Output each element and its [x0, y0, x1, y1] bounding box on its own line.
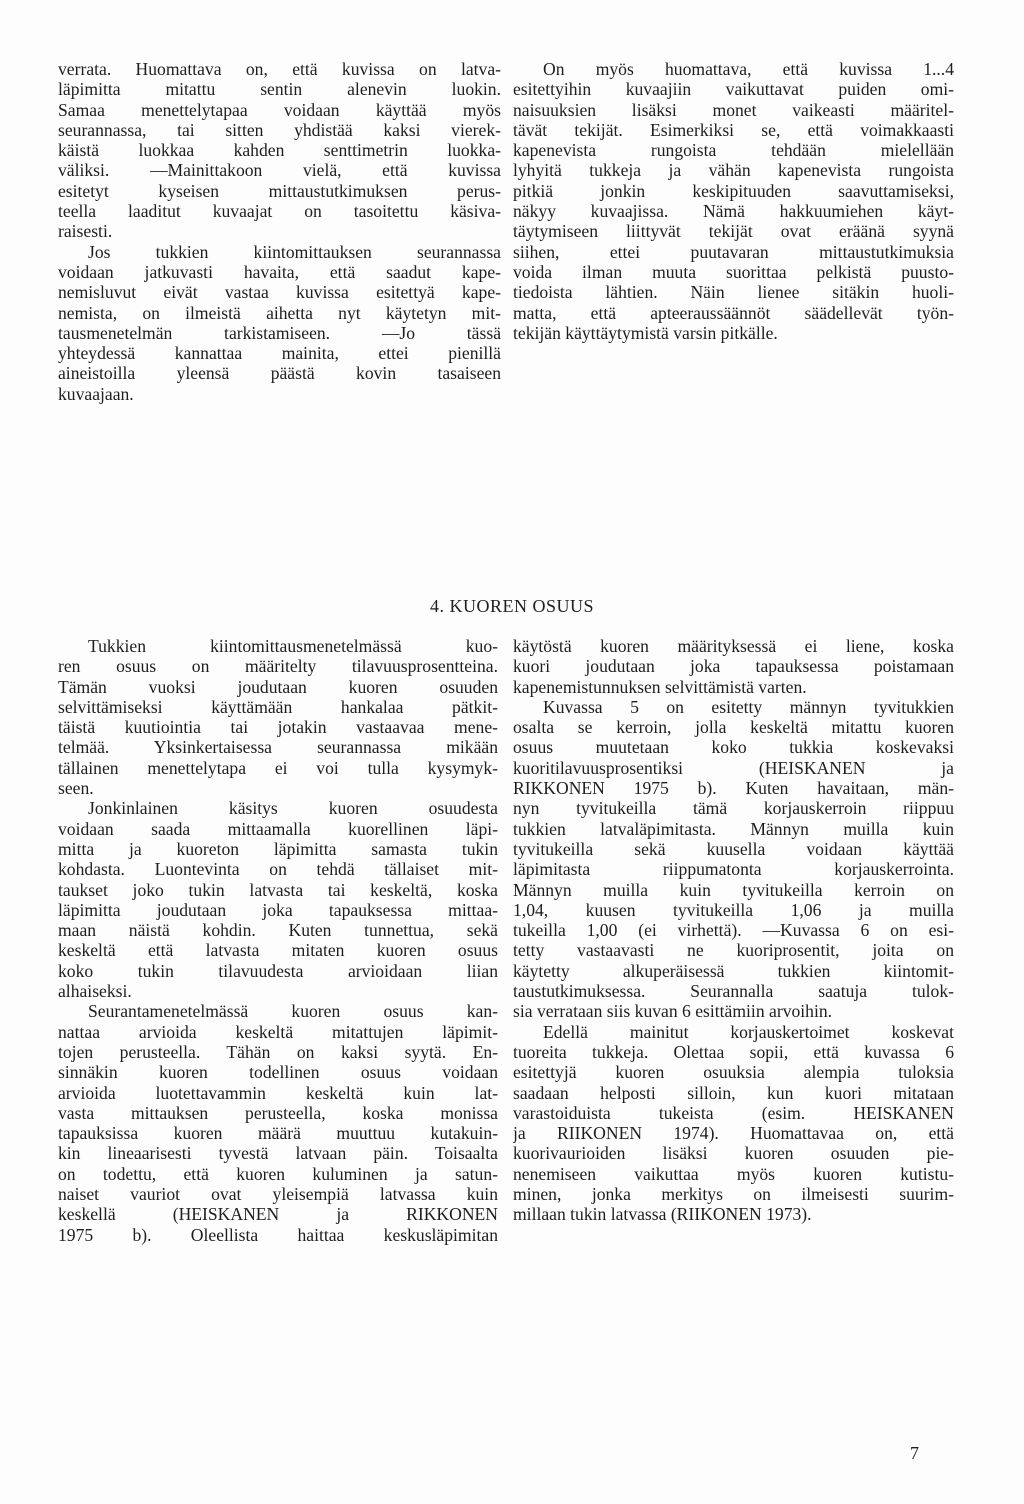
text-line: tyvitukeilla sekä kuusella voidaan käyttää — [513, 838, 954, 859]
text-line: käytetty alkuperäisessä tukkien kiintomit- — [513, 960, 954, 981]
column-bottom-right — [513, 636, 954, 1225]
text-line: mitta ja kuoreton läpimitta samasta tukin — [58, 838, 498, 859]
text-line: käistä luokkaa kahden senttimetrin luokka- — [58, 140, 501, 161]
text-line: 1,04, kuusen tyvitukeilla 1,06 ja muilla — [513, 899, 954, 920]
text-line: tuoreita tukkeja. Olettaa sopii, että kuvassa 6 — [513, 1041, 954, 1062]
text-line: läpimitta mitattu sentin alenevin luokin. — [58, 79, 501, 100]
text-line: osalta se kerroin, jolla keskeltä mitattu kuoren — [513, 717, 954, 738]
text-line: esitettyihin kuvaajiin vaikuttavat puiden omi- — [513, 79, 954, 100]
paragraph — [58, 798, 498, 1001]
text-line: Tukkien kiintomittausmenetelmässä kuo- — [88, 636, 498, 656]
text-line: taukset joko tukin latvasta tai keskeltä, koska — [58, 879, 498, 900]
paragraph — [513, 697, 954, 1022]
text-line: tapauksissa kuoren määrä muuttuu kutakuin- — [58, 1123, 498, 1144]
paragraph — [513, 1022, 954, 1225]
text-line: täytymiseen liittyvät tekijät ovat eräänä syynä — [513, 221, 954, 242]
text-line: selvittämiseksi käyttämään hankalaa pätkit- — [58, 696, 498, 717]
text-line: Edellä mainitut korjauskertoimet koskevat — [543, 1021, 954, 1042]
text-line: matta, että apteeraussäännöt säädellevät työn- — [513, 302, 954, 323]
text-line: keskeltä että latvasta mitaten kuoren osuus — [58, 940, 498, 961]
text-line: Kuvassa 5 on esitetty männyn tyvitukkien — [543, 696, 954, 717]
text-line: siihen, ettei puutavaran mittaustutkimuksia — [513, 241, 954, 262]
text-line: läpimitasta riippumatonta korjauskerrointa. — [513, 859, 954, 880]
paragraph — [58, 59, 501, 242]
text-line: koko tukin tilavuudesta arvioidaan liian — [58, 960, 498, 981]
text-line: nattaa arvioida keskeltä mitattujen läpimit- — [58, 1021, 498, 1042]
text-line: nenemiseen vaikuttaa myös kuoren kutistu- — [513, 1163, 954, 1184]
text-line: ren osuus on määritelty tilavuusprosentteina. — [58, 656, 498, 677]
text-line: kapenevista rungoista tehdään mielellään — [513, 140, 954, 161]
text-line: on todettu, että kuoren kuluminen ja satun- — [58, 1163, 498, 1184]
text-line: RIKKONEN 1975 b). Kuten havaitaan, män- — [513, 778, 954, 799]
text-line: tiedoista lähtien. Näin lienee sitäkin huoli- — [513, 282, 954, 303]
paragraph — [58, 636, 498, 798]
text-line: nyn tyvitukeilla tämä korjauskerroin riippuu — [513, 798, 954, 819]
text-line: taustutkimuksessa. Seurannalla saatuja tulok- — [513, 981, 954, 1002]
text-line: arvioida luotettavammin keskeltä kuin lat- — [58, 1082, 498, 1103]
column-top-left — [58, 59, 501, 404]
text-line: Seurantamenetelmässä kuoren osuus kan- — [88, 1001, 498, 1022]
text-line: näkyy kuvaajissa. Nämä hakkuumiehen käyt- — [513, 201, 954, 222]
text-line: kapenemistunnuksen selvittämistä varten. — [513, 676, 807, 697]
section-heading: 4. KUOREN OSUUS — [429, 596, 594, 616]
text-line: Männyn muilla kuin tyvitukeilla kerroin on — [513, 879, 954, 900]
text-line: kuorivaurioiden lisäksi kuoren osuuden pie- — [513, 1143, 954, 1164]
text-line: sinnäkin kuoren todellinen osuus voidaan — [58, 1062, 498, 1083]
text-line: kin lineaarisesti tyvestä latvaan päin. Toisaalta — [58, 1143, 498, 1164]
text-line: millaan tukin latvassa (RIIKONEN 1973). — [513, 1204, 812, 1225]
text-line: läpimitta joudutaan joka tapauksessa mittaa- — [58, 899, 498, 920]
text-line: esitetyt kyseisen mittaustutkimuksen perus- — [58, 180, 501, 201]
text-line: raisesti. — [58, 221, 113, 242]
text-line: Jonkinlainen käsitys kuoren osuudesta — [88, 798, 498, 819]
text-line: kuoritilavuusprosentiksi (HEISKANEN ja — [513, 757, 954, 778]
text-line: naiset vauriot ovat yleisempiä latvassa kuin — [58, 1184, 498, 1205]
text-line: keskellä (HEISKANEN ja RIKKONEN — [58, 1204, 498, 1225]
text-line: tekijän käyttäytymistä varsin pitkälle. — [513, 322, 778, 343]
text-line: saadaan helposti silloin, kun kuori mitataan — [513, 1082, 954, 1103]
text-line: tukeilla 1,00 (ei virhettä). —Kuvassa 6 on esi- — [513, 920, 954, 941]
text-line: kuori joudutaan joka tapauksessa poistamaan — [513, 656, 954, 677]
text-line: vasta mittauksen perusteella, koska monissa — [58, 1102, 498, 1123]
text-line: väliksi. —Mainittakoon vielä, että kuvissa — [58, 160, 501, 181]
text-line: sia verrataan siis kuvan 6 esittämiin arvoihin. — [513, 1001, 833, 1022]
text-line: voidaan jatkuvasti havaita, että saadut kape- — [58, 261, 501, 282]
text-line: teella laaditut kuvaajat on tasoitettu käsiva- — [58, 201, 501, 222]
text-line: tällainen menettelytapa ei voi tulla kysymyk- — [58, 757, 498, 778]
text-line: Samaa menettelytapaa voidaan käyttää myös — [58, 99, 501, 120]
text-line: seurannassa, tai sitten yhdistää kaksi vierek- — [58, 119, 501, 140]
text-line: aineistoilla yleensä päästä kovin tasaiseen — [58, 363, 501, 384]
text-line: tojen perusteella. Tähän on kaksi syytä. En- — [58, 1041, 498, 1062]
paragraph — [58, 242, 501, 404]
text-line: esitettyjä kuoren osuuksia alempia tuloksia — [513, 1062, 954, 1083]
text-line: maan näistä kohdin. Kuten tunnettua, sekä — [58, 920, 498, 941]
text-line: kohdasta. Luontevinta on tehdä tällaiset mit- — [58, 859, 498, 880]
text-line: naisuuksien lisäksi monet vaikeasti määritel- — [513, 99, 954, 120]
text-line: yhteydessä kannattaa mainita, ettei pienillä — [58, 343, 501, 364]
paragraph — [513, 636, 954, 697]
text-line: seen. — [58, 778, 94, 799]
text-line: lyhyitä tukkeja ja vähän kapenevista rungoista — [513, 160, 954, 181]
text-line: telmää. Yksinkertaisessa seurannassa mikään — [58, 737, 498, 758]
text-line: pitkiä jonkin keskipituuden saavuttamiseksi, — [513, 180, 954, 201]
text-line: Jos tukkien kiintomittauksen seurannassa — [88, 241, 501, 262]
text-line: osuus muutetaan koko tukkia koskevaksi — [513, 737, 954, 758]
text-line: tausmenetelmän tarkistamiseen. —Jo tässä — [58, 322, 501, 343]
text-line: tukkien latvaläpimitasta. Männyn muilla kuin — [513, 818, 954, 839]
text-line: varastoiduista tukeista (esim. HEISKANEN — [513, 1102, 954, 1123]
text-line: minen, jonka merkitys on ilmeisesti suurim- — [513, 1184, 954, 1205]
column-bottom-left — [58, 636, 498, 1245]
text-line: Tämän vuoksi joudutaan kuoren osuuden — [58, 676, 498, 697]
text-line: täistä kuutiointia tai jotakin vastaavaa mene- — [58, 717, 498, 738]
text-line: tävät tekijät. Esimerkiksi se, että voimakkaasti — [513, 119, 954, 140]
text-line: nemisluvut eivät vastaa kuvissa esitettyä kape- — [58, 282, 501, 303]
paragraph — [513, 59, 954, 343]
column-top-right — [513, 59, 954, 343]
text-line: käytöstä kuoren määrityksessä ei liene, koska — [513, 636, 954, 656]
text-line: 1975 b). Oleellista haittaa keskusläpimitan — [58, 1224, 498, 1245]
text-line: voida ilman muuta suorittaa pelkistä puusto- — [513, 261, 954, 282]
text-line: nemista, on ilmeistä aihetta nyt käytetyn mit- — [58, 302, 501, 323]
paragraph — [58, 1001, 498, 1245]
text-line: verrata. Huomattava on, että kuvissa on latva- — [58, 59, 501, 79]
text-line: On myös huomattava, että kuvissa 1...4 — [543, 59, 954, 79]
text-line: voidaan saada mittaamalla kuorellinen läpi- — [58, 818, 498, 839]
text-line: tetty vastaavasti ne kuoriprosentit, joita on — [513, 940, 954, 961]
text-line: alhaiseksi. — [58, 981, 132, 1002]
text-line: kuvaajaan. — [58, 383, 134, 404]
page-number: 7 — [910, 1443, 919, 1463]
text-line: ja RIIKONEN 1974). Huomattavaa on, että — [513, 1123, 954, 1144]
